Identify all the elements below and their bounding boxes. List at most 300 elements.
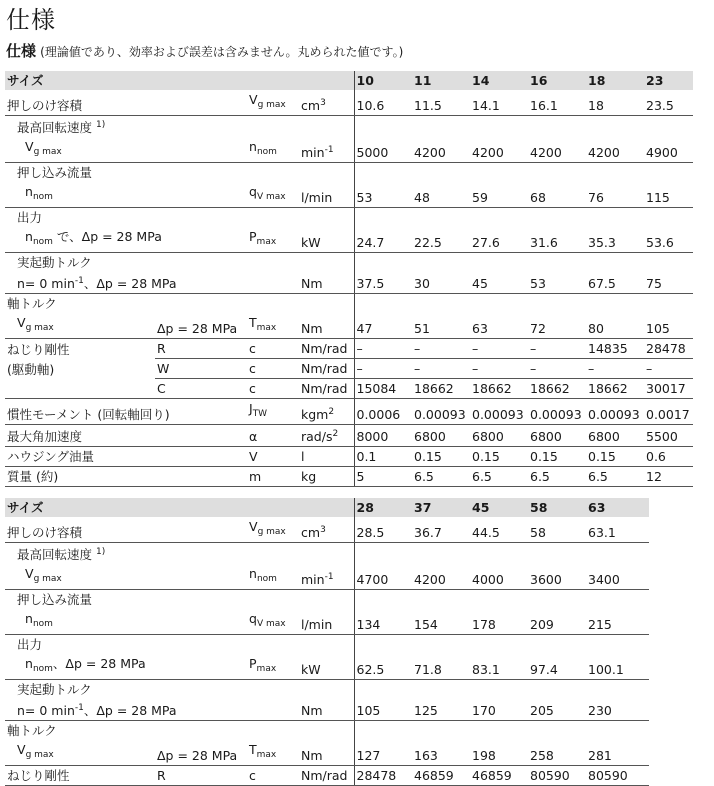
cell — [299, 635, 354, 655]
value-cell — [470, 359, 528, 379]
condition: V — [25, 139, 34, 154]
value-cell — [354, 635, 412, 655]
unit: kW — [301, 235, 321, 250]
superscript: 2 — [332, 429, 339, 439]
value-cell — [644, 253, 693, 273]
value: 30017 — [646, 381, 686, 396]
value-cell — [354, 543, 412, 565]
cell — [247, 654, 299, 680]
value-cell — [470, 253, 528, 273]
value: 36.7 — [414, 525, 442, 540]
shaft-type: R — [157, 341, 166, 356]
cell — [155, 517, 247, 543]
unit: l — [301, 449, 305, 464]
cell — [5, 740, 155, 766]
cell — [155, 253, 247, 273]
value-cell — [470, 609, 528, 635]
value-cell — [528, 208, 586, 228]
size-value: 58 — [530, 500, 548, 515]
cell — [155, 163, 247, 183]
value-cell — [586, 163, 644, 183]
cell — [5, 609, 155, 635]
value-cell — [644, 137, 693, 163]
cell — [5, 227, 162, 253]
cell — [155, 359, 247, 379]
subscript: g max — [257, 527, 286, 537]
value: – — [530, 341, 537, 356]
value: 127 — [356, 748, 381, 763]
condition: V — [17, 742, 26, 757]
cell — [5, 313, 155, 339]
spec-table-2 — [5, 498, 649, 786]
value-cell — [644, 399, 693, 425]
cell — [247, 635, 299, 655]
cell — [155, 313, 247, 339]
value-cell — [644, 379, 693, 399]
cell — [299, 543, 354, 565]
row-flow — [5, 609, 649, 635]
value: 105 — [646, 321, 670, 336]
size-header-cell — [354, 71, 412, 90]
unit: cm — [301, 525, 321, 540]
cell — [299, 699, 354, 721]
cell — [299, 379, 354, 399]
condition: 、Δp = 28 MPa — [83, 276, 177, 291]
value-cell — [470, 680, 528, 700]
value: 53 — [530, 276, 546, 291]
cell — [247, 399, 299, 425]
subscript: max — [256, 750, 277, 760]
value: 0.00093 — [414, 407, 466, 422]
value-cell — [586, 379, 644, 399]
value-cell — [470, 399, 528, 425]
cell — [247, 359, 299, 379]
row-label: 押しのけ容積 — [7, 98, 83, 113]
row-label: ねじり剛性 — [7, 341, 70, 357]
symbol: c — [249, 341, 256, 356]
cell — [5, 590, 155, 610]
value-cell — [586, 313, 644, 339]
value-cell — [412, 654, 470, 680]
value-cell — [586, 208, 644, 228]
value-cell — [354, 208, 412, 228]
cell — [299, 90, 354, 116]
cell — [247, 699, 299, 721]
cell — [247, 137, 299, 163]
unit: Nm — [301, 703, 323, 718]
cell — [247, 766, 299, 786]
value: 23.5 — [646, 98, 674, 113]
value-cell — [470, 517, 528, 543]
value-cell — [354, 339, 412, 359]
value: 6800 — [530, 429, 562, 444]
value: 230 — [588, 703, 612, 718]
value-cell — [470, 137, 528, 163]
subscript: max — [256, 664, 277, 674]
condition: 、Δp = 28 MPa — [83, 703, 177, 718]
condition: n= 0 min — [17, 276, 75, 291]
subscript: V max — [256, 619, 286, 629]
row-max-speed-label — [5, 116, 693, 138]
value-cell — [354, 272, 412, 294]
symbol: P — [249, 656, 257, 671]
unit: cm — [301, 98, 321, 113]
size-header-cell — [586, 71, 644, 90]
cell — [155, 564, 247, 590]
value-cell — [586, 294, 644, 314]
value: 3400 — [588, 572, 620, 587]
cell — [5, 339, 155, 359]
row-label: (駆動軸) — [7, 361, 55, 377]
value: 18662 — [588, 381, 628, 396]
row-label: 実起動トルク — [17, 682, 92, 697]
size-header-cell — [354, 498, 412, 517]
subscript: g max — [25, 750, 54, 760]
cell — [5, 425, 155, 447]
value-cell — [354, 379, 412, 399]
value-cell — [412, 635, 470, 655]
symbol: T — [249, 315, 257, 330]
value: 105 — [356, 703, 381, 718]
subscript: g max — [33, 574, 62, 584]
value-cell — [412, 339, 470, 359]
value-cell — [412, 425, 470, 447]
row-label: ねじり剛性 — [7, 768, 70, 783]
value-cell — [586, 359, 644, 379]
value-cell — [412, 766, 470, 786]
value: 6.5 — [414, 469, 434, 484]
cell — [247, 740, 299, 766]
row-label: 押しのけ容積 — [7, 525, 83, 540]
symbol: n — [249, 566, 257, 581]
value-cell — [586, 740, 649, 766]
value-cell — [470, 766, 528, 786]
value-cell — [354, 654, 412, 680]
value-cell — [528, 590, 586, 610]
condition: n= 0 min — [17, 703, 75, 718]
value-cell — [586, 517, 649, 543]
section-title: 仕様 — [6, 42, 37, 60]
value: 59 — [472, 190, 488, 205]
cell — [155, 379, 247, 399]
cell — [5, 399, 170, 425]
cell — [155, 294, 247, 314]
value-cell — [412, 379, 470, 399]
subscript: nom — [32, 237, 53, 247]
value: 178 — [472, 617, 496, 632]
superscript: 1) — [96, 120, 106, 130]
cell — [247, 425, 299, 447]
value: – — [530, 361, 537, 376]
value-cell — [354, 590, 412, 610]
value-cell — [470, 116, 528, 138]
value-cell — [586, 699, 649, 721]
value-cell — [354, 227, 412, 253]
value-cell — [586, 116, 644, 138]
cell — [247, 498, 299, 517]
value-cell — [528, 227, 586, 253]
unit: rad/s — [301, 429, 333, 444]
value: 71.8 — [414, 662, 442, 677]
cell — [155, 635, 247, 655]
cell — [155, 721, 247, 741]
value: 80590 — [530, 768, 570, 783]
value-cell — [412, 208, 470, 228]
cell — [5, 766, 155, 786]
superscript: -1 — [324, 145, 334, 155]
value: 0.15 — [588, 449, 616, 464]
row-max-speed — [5, 564, 649, 590]
size-header-cell — [412, 71, 470, 90]
cell — [5, 680, 155, 700]
cell — [155, 447, 247, 467]
cell — [5, 447, 155, 467]
value: 100.1 — [588, 662, 624, 677]
value-cell — [354, 721, 412, 741]
value-cell — [586, 182, 644, 208]
value-cell — [528, 163, 586, 183]
value-cell — [412, 543, 470, 565]
unit: min — [301, 145, 325, 160]
row-shaft-torque-label — [5, 294, 693, 314]
cell — [299, 227, 354, 253]
cell — [299, 294, 354, 314]
cell — [155, 339, 247, 359]
cell — [247, 721, 299, 741]
value: 6.5 — [472, 469, 492, 484]
value-cell — [528, 399, 586, 425]
value-cell — [412, 399, 470, 425]
size-header-cell — [470, 498, 528, 517]
symbol: α — [249, 429, 258, 444]
cell — [155, 90, 247, 116]
unit: l/min — [301, 190, 333, 205]
symbol: c — [249, 361, 256, 376]
value-cell — [644, 359, 693, 379]
cell — [247, 680, 299, 700]
value-cell — [528, 182, 586, 208]
row-label: 軸トルク — [7, 296, 57, 311]
value-cell — [354, 294, 412, 314]
value: 51 — [414, 321, 430, 336]
cell — [247, 116, 299, 138]
value-cell — [470, 543, 528, 565]
value: – — [356, 341, 363, 356]
value-cell — [470, 564, 528, 590]
value: 18 — [588, 98, 604, 113]
value-cell — [528, 654, 586, 680]
value-cell — [644, 208, 693, 228]
cell — [5, 467, 155, 487]
cell — [155, 137, 247, 163]
cell — [299, 766, 354, 786]
value: 0.0017 — [646, 407, 690, 422]
symbol: J — [249, 401, 253, 416]
value: 10.6 — [356, 98, 385, 113]
value-cell — [354, 517, 412, 543]
size-value: 23 — [646, 73, 664, 88]
cell — [299, 116, 354, 138]
value-cell — [644, 272, 693, 294]
value: 45 — [472, 276, 488, 291]
value-cell — [470, 721, 528, 741]
superscript: -1 — [74, 276, 84, 286]
value: 27.6 — [472, 235, 500, 250]
value: – — [414, 341, 421, 356]
row-displacement — [5, 90, 693, 116]
row-label: 軸トルク — [7, 723, 57, 738]
value-cell — [528, 564, 586, 590]
cell — [247, 71, 299, 90]
value: 63 — [472, 321, 488, 336]
symbol: P — [249, 229, 257, 244]
value: 14835 — [588, 341, 628, 356]
value: 4200 — [588, 145, 620, 160]
cell — [299, 313, 354, 339]
value: 8000 — [356, 429, 389, 444]
subscript: TW — [252, 409, 268, 419]
value-cell — [528, 467, 586, 487]
size-value: 14 — [472, 73, 490, 88]
size-header-cell — [586, 498, 649, 517]
row-starting-torque-label — [5, 253, 693, 273]
cell — [155, 680, 247, 700]
header-row — [5, 71, 693, 90]
cell — [299, 564, 354, 590]
value-cell — [586, 90, 644, 116]
value: 72 — [530, 321, 546, 336]
value: 134 — [356, 617, 381, 632]
cell — [155, 467, 247, 487]
symbol: q — [249, 184, 257, 199]
value-cell — [354, 766, 412, 786]
value-cell — [470, 227, 528, 253]
value-cell — [586, 609, 649, 635]
cell — [247, 590, 299, 610]
value-cell — [412, 517, 470, 543]
row-angular-accel — [5, 425, 693, 447]
value-cell — [528, 359, 586, 379]
page-title: 仕様 — [6, 6, 56, 34]
value: 198 — [472, 748, 496, 763]
size-label: サイズ — [7, 500, 44, 515]
size-header-cell — [528, 71, 586, 90]
value: 6800 — [472, 429, 504, 444]
value-cell — [644, 182, 693, 208]
symbol: T — [249, 742, 257, 757]
value-cell — [586, 635, 649, 655]
value: 6.5 — [588, 469, 608, 484]
value-cell — [470, 379, 528, 399]
value: 11.5 — [414, 98, 442, 113]
value-cell — [528, 766, 586, 786]
value-cell — [412, 182, 470, 208]
value: 0.00093 — [588, 407, 640, 422]
value: 0.1 — [356, 449, 377, 464]
value: 35.3 — [588, 235, 616, 250]
value: 75 — [646, 276, 662, 291]
value-cell — [528, 447, 586, 467]
value: 18662 — [472, 381, 512, 396]
value-cell — [470, 699, 528, 721]
superscript: 3 — [320, 525, 326, 535]
size-header-cell — [470, 71, 528, 90]
value: 5500 — [646, 429, 678, 444]
size-value: 37 — [414, 500, 432, 515]
size-header-cell — [412, 498, 470, 517]
cell — [299, 425, 354, 447]
value: 6800 — [414, 429, 446, 444]
size-value: 63 — [588, 500, 606, 515]
row-power — [5, 654, 649, 680]
value-cell — [528, 680, 586, 700]
value: 97.4 — [530, 662, 558, 677]
value: 37.5 — [356, 276, 385, 291]
value-cell — [528, 137, 586, 163]
row-label: 出力 — [17, 210, 43, 225]
value: 14.1 — [472, 98, 500, 113]
value-cell — [354, 564, 412, 590]
unit: kgm — [301, 407, 329, 422]
value-cell — [354, 740, 412, 766]
cell — [247, 609, 299, 635]
value: 28.5 — [356, 525, 385, 540]
value: 6.5 — [530, 469, 550, 484]
value: 115 — [646, 190, 670, 205]
cell — [247, 163, 299, 183]
cell — [247, 517, 299, 543]
cell — [155, 116, 247, 138]
value: – — [588, 361, 595, 376]
value: 46859 — [472, 768, 512, 783]
cell — [247, 227, 299, 253]
cell — [299, 680, 354, 700]
subscript: max — [256, 323, 277, 333]
cell — [5, 116, 155, 138]
condition: 、Δp = 28 MPa — [52, 656, 146, 671]
value-cell — [354, 447, 412, 467]
size-value: 11 — [414, 73, 432, 88]
value-cell — [470, 654, 528, 680]
value-cell — [586, 564, 649, 590]
value-cell — [354, 182, 412, 208]
value-cell — [470, 740, 528, 766]
value: 5 — [356, 469, 365, 484]
value: 67.5 — [588, 276, 616, 291]
cell — [299, 498, 354, 517]
size-value: 18 — [588, 73, 606, 88]
condition: Δp = 28 MPa — [157, 321, 238, 336]
unit: Nm — [301, 276, 323, 291]
value-cell — [412, 163, 470, 183]
cell — [299, 182, 354, 208]
value-cell — [354, 399, 412, 425]
value-cell — [412, 740, 470, 766]
cell — [5, 163, 155, 183]
subscript: nom — [256, 574, 277, 584]
value: – — [356, 361, 363, 376]
value-cell — [528, 699, 586, 721]
row-power — [5, 227, 693, 253]
subscript: nom — [32, 664, 53, 674]
unit: Nm — [301, 748, 323, 763]
value: 28478 — [356, 768, 397, 783]
superscript: 2 — [328, 407, 335, 417]
row-starting-torque-label — [5, 680, 649, 700]
row-max-speed-label — [5, 543, 649, 565]
value-cell — [528, 425, 586, 447]
value: 3600 — [530, 572, 562, 587]
